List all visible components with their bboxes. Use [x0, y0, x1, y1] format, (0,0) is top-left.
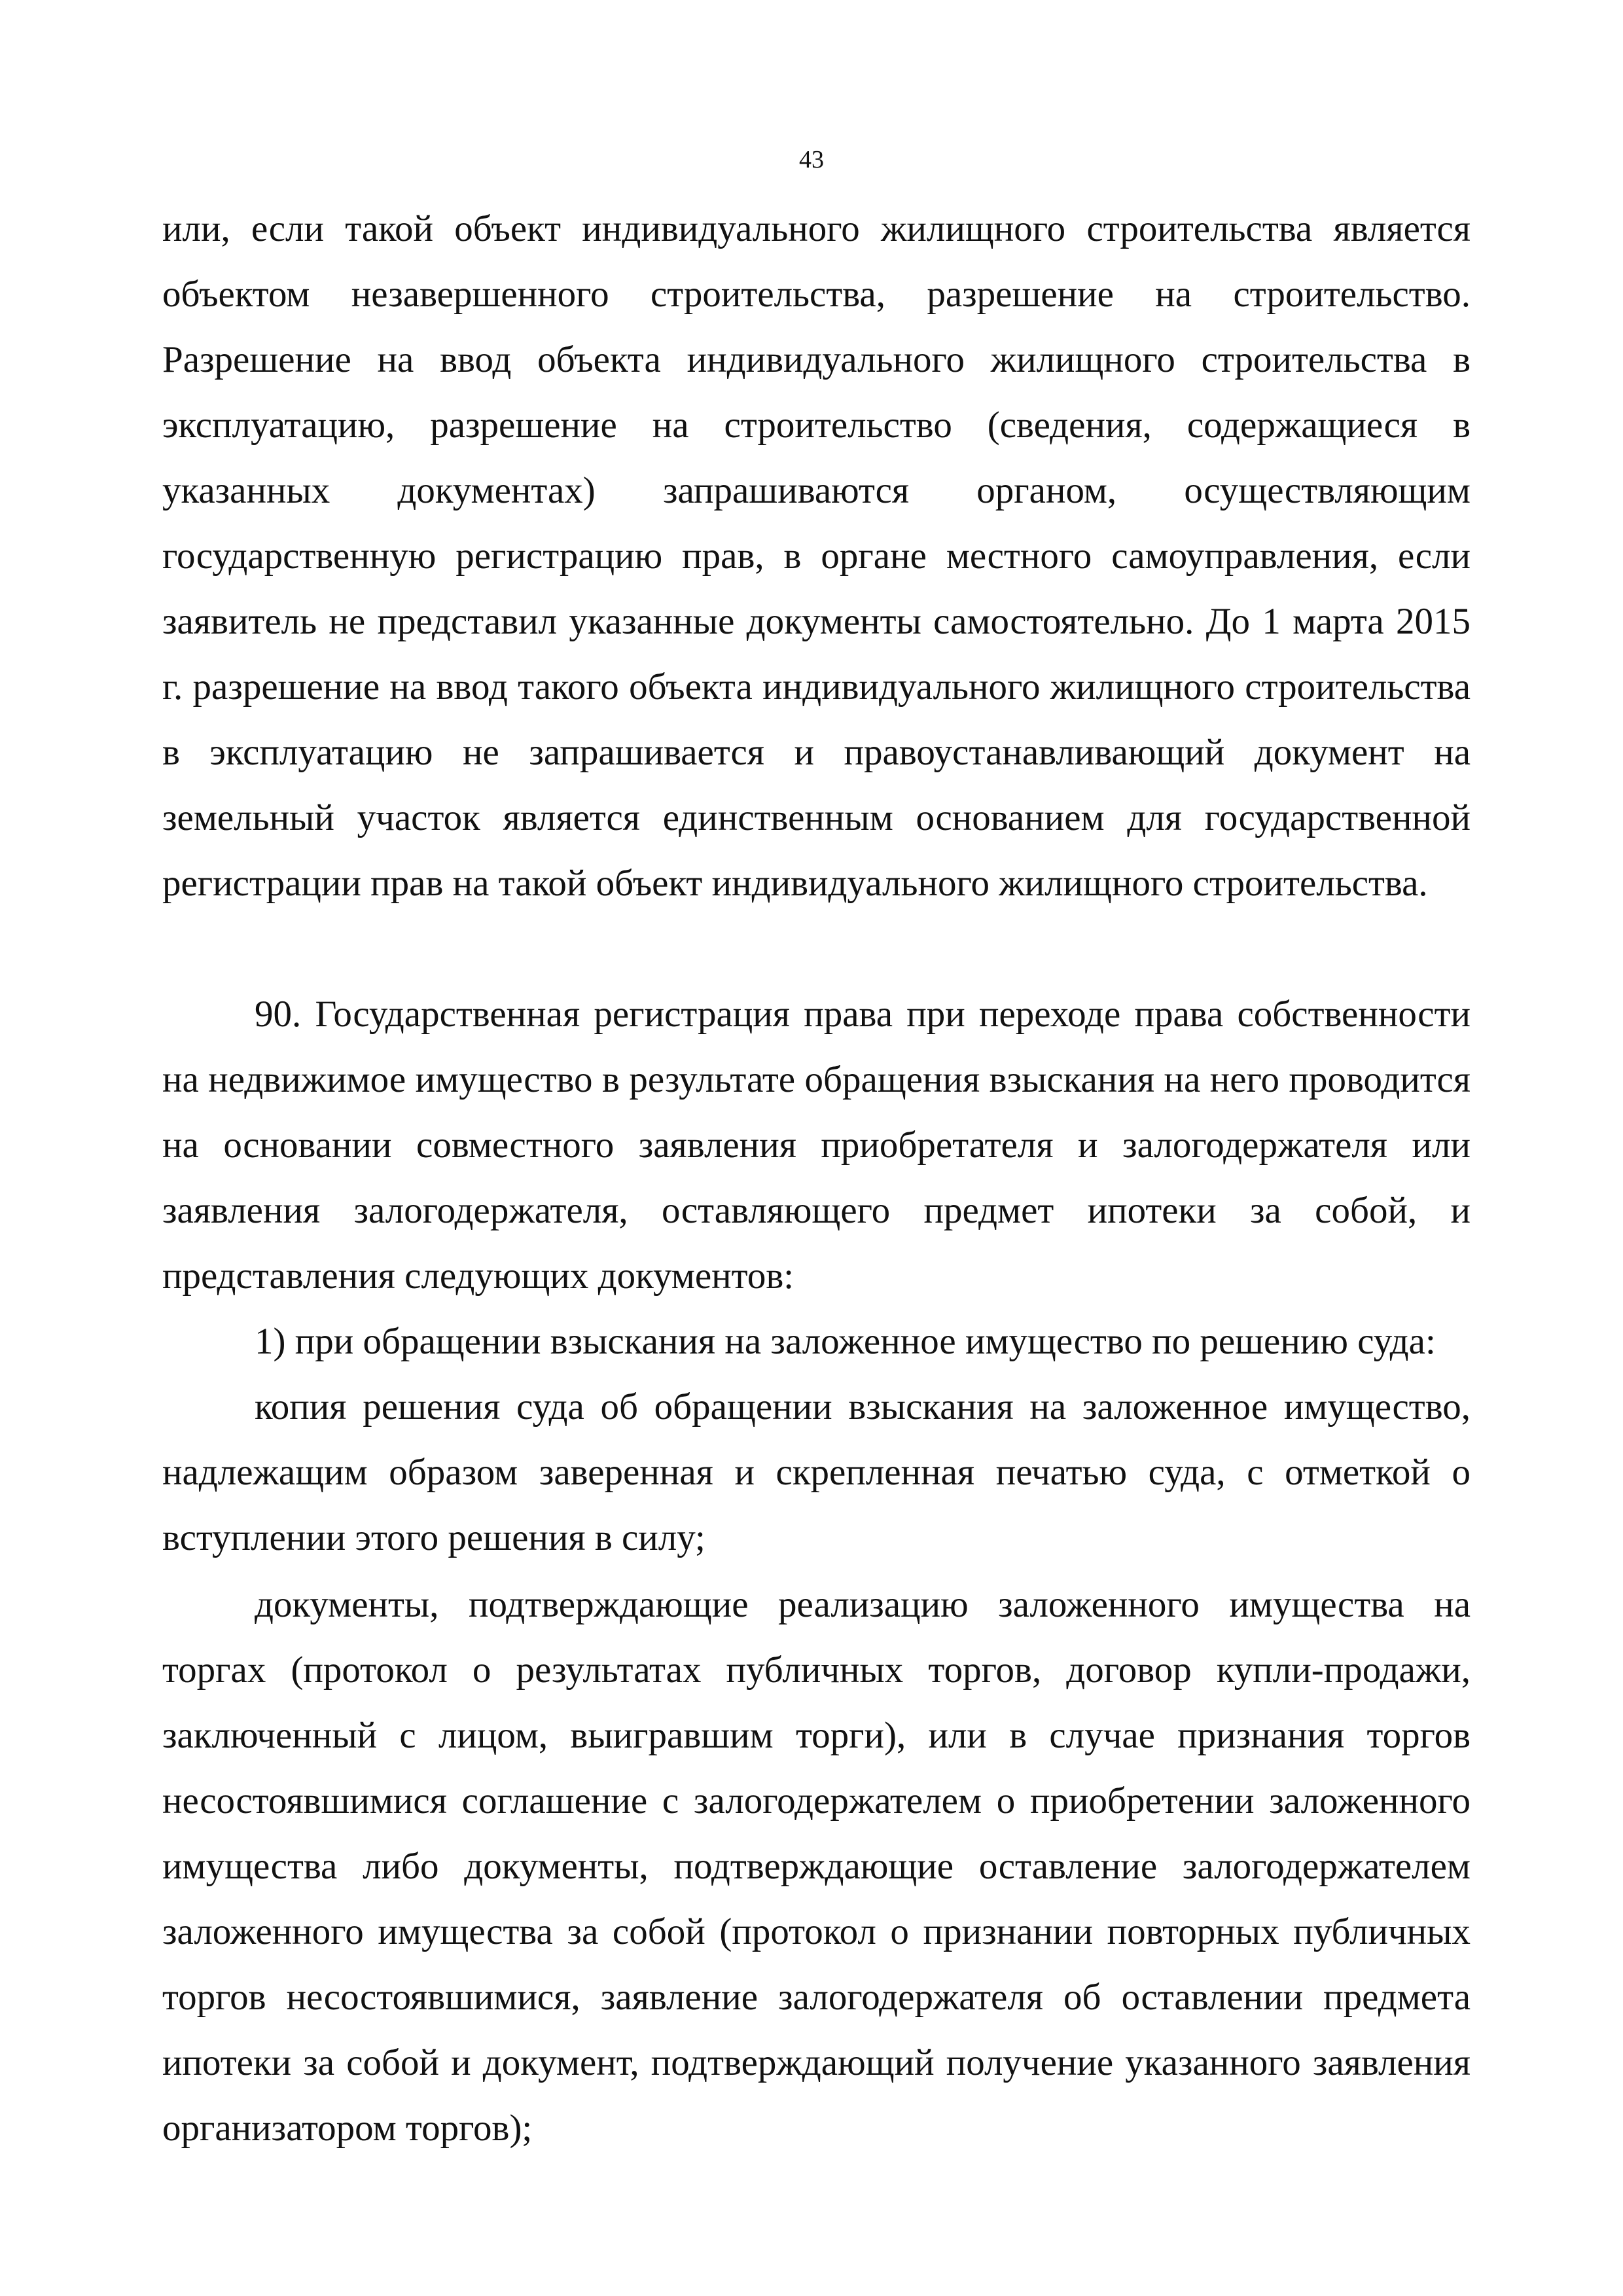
- paragraph-text: 90. Государственная регистрация права при переходе права собственности на недвижимое имущество в результате обращения взыскания на него проводится на основании совместного заявления приобретателя и залогодержателя или заявления залогодержателя, оставляющего предмет ипотеки за собой, и представления следующих документов:: [162, 994, 1471, 1297]
- paragraph-text: копия решения суда об обращении взыскания на заложенное имущество, надлежащим образом заверенная и скрепленная печатью суда, с отметкой о вступлении этого решения в силу;: [162, 1386, 1471, 1558]
- paragraph-item-1: [162, 1309, 1471, 1374]
- paragraph-90: [162, 982, 1471, 1309]
- page-number: 43: [799, 146, 824, 173]
- paragraph-text: 1) при обращении взыскания на заложенное имущество по решению суда:: [255, 1321, 1436, 1362]
- paragraph-continuation: [162, 196, 1471, 916]
- paragraph-text: или, если такой объект индивидуального жилищного строительства является объектом незавершенного строительства, разрешение на строительство. Разрешение на ввод объекта индивидуального жилищного строительства в эксплуатацию, разрешение на строительство (сведения, содержащиеся в указанных документах) запрашиваются органом, осуществляющим государственную регистрацию прав, в органе местного самоуправления, если заявитель не представил указанные документы самостоятельно. До 1 марта 2015 г. разрешение на ввод такого объекта индивидуального жилищного строительства в эксплуатацию не запрашивается и правоустанавливающий документ на земельный участок является единственным основанием для государственной регистрации прав на такой объект индивидуального жилищного строительства.: [162, 208, 1471, 904]
- paragraph-documents: [162, 1572, 1471, 2161]
- paragraph-text: документы, подтверждающие реализацию заложенного имущества на торгах (протокол о результатах публичных торгов, договор купли-продажи, заключенный с лицом, выигравшим торги), или в случае признания торгов несостоявшимися соглашение с залогодержателем о приобретении заложенного имущества либо документы, подтверждающие оставление залогодержателем заложенного имущества за собой (протокол о признании повторных публичных торгов несостоявшимися, заявление залогодержателя об оставлении предмета ипотеки за собой и документ, подтверждающий получение указанного заявления организатором торгов);: [162, 1584, 1471, 2149]
- paragraph-court-decision: [162, 1374, 1471, 1571]
